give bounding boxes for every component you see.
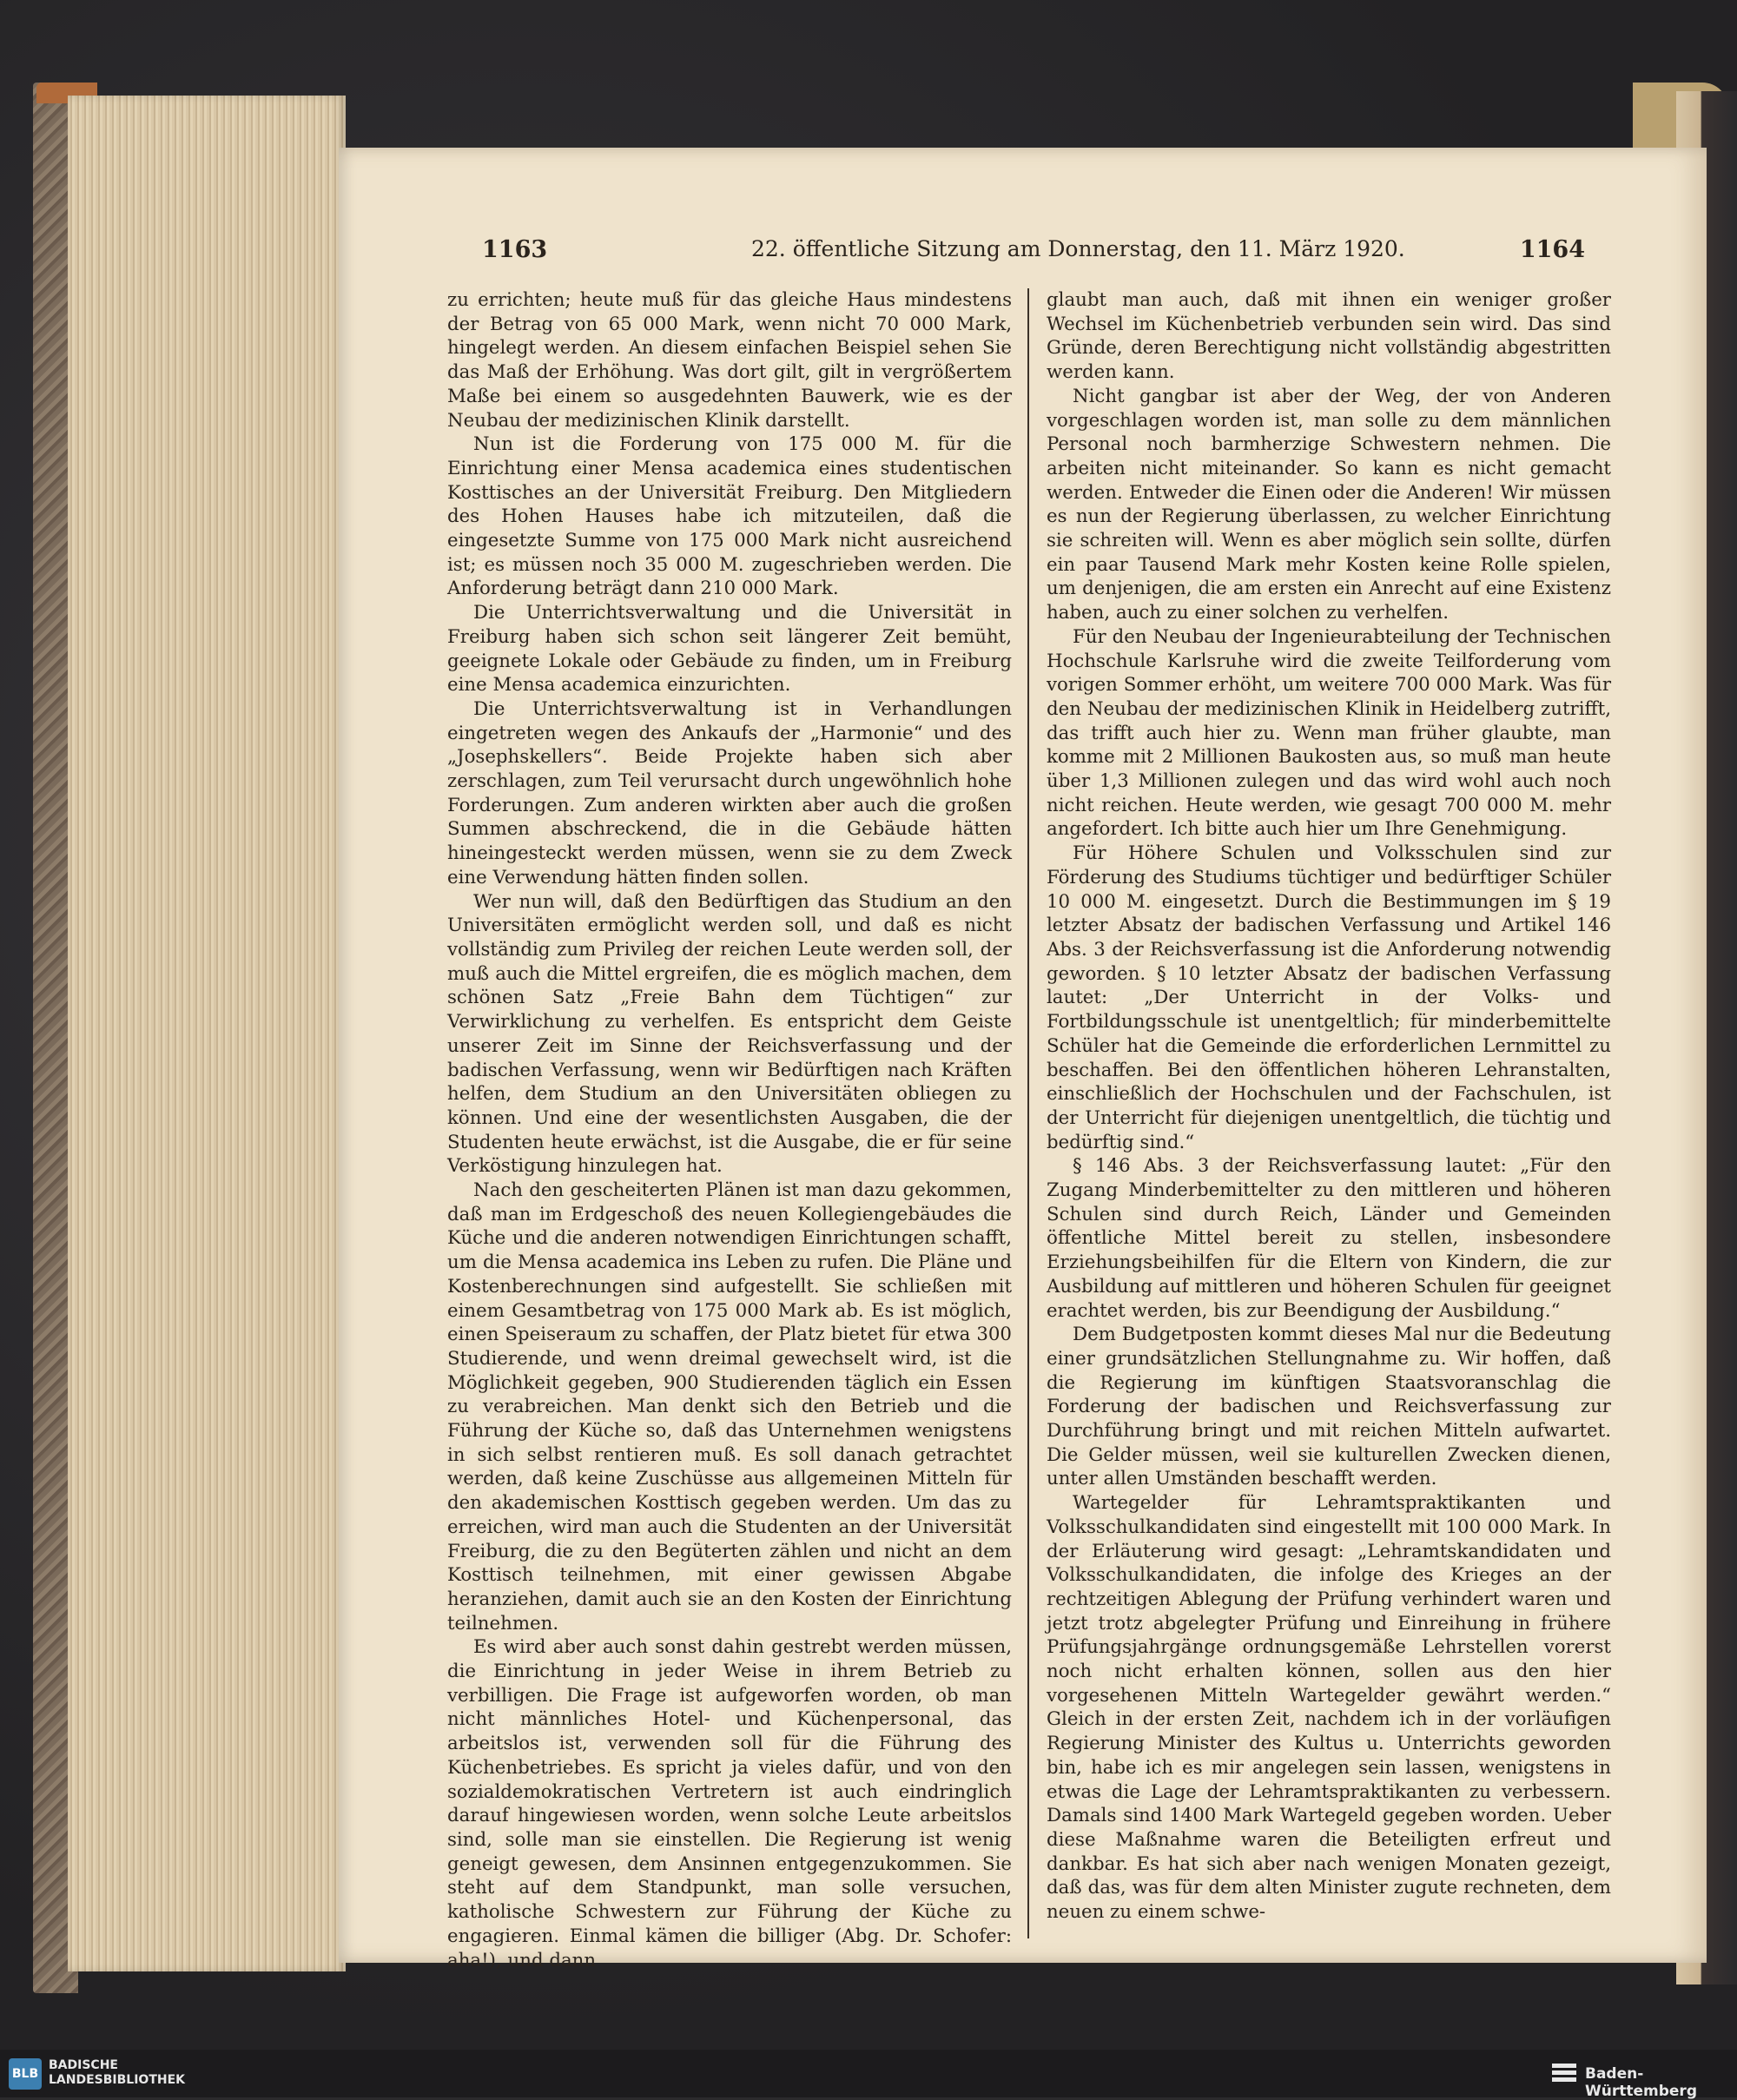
paragraph: Wartegelder für Lehramtspraktikanten und Volksschulkandidaten sind eingestellt mit 100 000 Mark. In der Erläuterung wird gesagt: „Lehramtskandidaten und Volksschulkandidaten, die infolge des Krieges an der rechtzeitigen Ablegung der Prüfung verhindert waren und jetzt trotz abgelegter Prüfung und Einreihung in frühere Prüfungsjahrgänge ordnungsgemäße Lehrstellen vorerst noch nicht erhalten können, sollen aus den hier vorgesehenen Mitteln Wartegelder gewährt werden.“ Gleich in der ersten Zeit, nachdem ich in der vorläufigen Regierung Minister des Kultus u. Unterrichts geworden bin, habe ich es mir angelegen sein lassen, wenigstens in etwas die Lage der Lehramtspraktikanten zu verbessern. Damals sind 1400 Mark Wartegeld gegeben worden. Ueber diese Maßnahme waren die Beteiligten erfreut und dankbar. Es hat sich aber nach wenigen Monaten gezeigt, daß das, was für dem alten Minister zugute rechneten, dem neuen zu einem schwe-: [1047, 1492, 1611, 1924]
paragraph: Es wird aber auch sonst dahin gestrebt werden müssen, die Einrichtung in jeder Weise in ihrem Betrieb zu verbilligen. Die Frage ist aufgeworfen worden, ob man nicht männliches Hotel- und Küchenpersonal, das arbeitslos ist, verwenden soll für die Führung des Küchenbetriebes. Es spricht ja vieles dafür, und von den sozialdemokratischen Vertretern ist auch eindringlich darauf hingewiesen worden, wenn solche Leute arbeitslos sind, solle man sie einstellen. Die Regierung ist wenig geneigt gewesen, dem Ansinnen entgegenzukommen. Sie steht auf dem Standpunkt, man solle versuchen, katholische Schwestern zur Führung der Küche zu engagieren. Einmal kämen die billiger (Abg. Dr. Schofer: aha!), und dann: [447, 1636, 1012, 1971]
blb-logo-icon[interactable]: BLB: [9, 2058, 42, 2090]
library-name[interactable]: [49, 2058, 185, 2088]
paragraph: Wer nun will, daß den Bedürftigen das Studium an den Universitäten ermöglicht werden soll, und daß es nicht vollständig zum Privileg der reichen Leute werden soll, der muß auch die Mittel ergreifen, die es möglich machen, dem schönen Satz „Freie Bahn dem Tüchtigen“ zur Verwirklichung zu verhelfen. Es entspricht dem Geiste unserer Zeit im Sinne der Reichsverfassung und der badischen Verfassung, wenn wir Bedürftigen nach Kräften helfen, dem Studium an den Universitäten obliegen zu können. Und eine der wesentlichsten Ausgaben, die der Studenten heute erwächst, ist die Ausgabe, die er für seine Verköstigung hinzulegen hat.: [447, 890, 1012, 1178]
paragraph: Die Unterrichtsverwaltung ist in Verhandlungen eingetreten wegen des Ankaufs der „Harmonie“ und des „Josephskellers“. Beide Projekte haben sich aber zerschlagen, zum Teil verursacht durch ungewöhnlich hohe Forderungen. Zum anderen wirkten aber auch die großen Summen abschreckend, die in die Gebäude hätten hineingesteckt werden müssen, wenn sie zu dem Zweck eine Verwendung hätten finden sollen.: [447, 697, 1012, 888]
paragraph: Dem Budgetposten kommt dieses Mal nur die Bedeutung einer grundsätzlichen Stellungnahme zu. Wir hoffen, daß die Regierung im künftigen Staatsvoranschlag die Forderung der badischen und Reichsverfassung zur Durchführung bringt und mit reichen Mitteln aufwartet. Die Gelder müssen, weil sie kulturellen Zwecken dienen, unter allen Umständen beschafft werden.: [1047, 1324, 1611, 1490]
paragraph: Nun ist die Forderung von 175 000 M. für die Einrichtung einer Mensa academica eines studentischen Kosttisches an der Universität Freiburg. Den Mitgliedern des Hohen Hauses habe ich mitzuteilen, daß die eingesetzte Summe von 175 000 Mark nicht ausreichend ist; es müssen noch 35 000 M. zugeschrieben werden. Die Anforderung beträgt dann 210 000 Mark.: [447, 433, 1012, 600]
page-number-right: 1164: [1519, 236, 1585, 263]
page-number-left: 1163: [482, 236, 548, 263]
session-title: 22. öffentliche Sitzung am Donnerstag, den 11. März 1920.: [751, 236, 1405, 261]
paragraph: Die Unterrichtsverwaltung und die Universität in Freiburg haben sich schon seit längerer Zeit bemüht, geeignete Lokale oder Gebäude zu finden, um in Freiburg eine Mensa academica einzurichten.: [447, 602, 1012, 697]
paragraph: § 146 Abs. 3 der Reichsverfassung lautet: „Für den Zugang Minderbemittelter zu den mittleren und höheren Schulen sind durch Reich, Länder und Gemeinden öffentliche Mittel bereit zu stellen, insbesondere Erziehungsbeihilfen für die Eltern von Kindern, die zur Ausbildung auf mittleren und höheren Schulen für geeignet erachtet werden, bis zur Beendigung der Ausbildung.“: [1047, 1155, 1611, 1322]
library-name-line2: LANDESBIBLIOTHEK: [49, 2073, 186, 2087]
left-column: [447, 288, 1012, 1972]
page-edge-stack: [68, 96, 346, 1971]
paragraph: Nach den gescheiterten Plänen ist man dazu gekommen, daß man im Erdgeschoß des neuen Kollegiengebäudes die Küche und die anderen notwendigen Einrichtungen schafft, um die Mensa academica ins Leben zu rufen. Die Pläne und Kostenberechnungen sind aufgestellt. Sie schließen mit einem Gesamtbetrag von 175 000 Mark ab. Es ist möglich, einen Speiseraum zu schaffen, der Platz bietet für etwa 300 Studierende, und wenn dreimal gewechselt wird, ist die Möglichkeit gegeben, 900 Studierenden täglich ein Essen zu verabreichen. Man denkt sich den Betrieb und die Führung der Küche so, daß das Unternehmen wenigstens in sich selbst rentieren muß. Es soll danach getrachtet werden, daß keine Zuschüsse aus allgemeinen Mitteln für den akademischen Kosttisch gegeben werden. Um das zu erreichen, wird man auch die Studenten an der Universität Freiburg, die zu den Begüterten zählen und nicht an dem Kosttisch teilnehmen, mit einer gewissen Abgabe heranziehen, damit auch sie an den Kosten der Einrichtung teilnehmen.: [447, 1179, 1012, 1634]
paragraph: zu errichten; heute muß für das gleiche Haus mindestens der Betrag von 65 000 Mark, wenn nicht 70 000 Mark, hingelegt werden. An diesem einfachen Beispiel sehen Sie das Maß der Erhöhung. Was dort gilt, gilt in vergrößertem Maße bei einem so ausgedehnten Bauwerk, wie es der Neubau der medizinischen Klinik darstellt.: [447, 289, 1012, 432]
column-divider: [1027, 288, 1029, 1938]
coat-of-arms-icon: [1550, 2060, 1578, 2088]
right-column: [1047, 288, 1611, 1925]
paragraph: Für Höhere Schulen und Volksschulen sind zur Förderung des Studiums tüchtiger und bedürftiger Schüler 10 000 M. eingesetzt. Durch die Bestimmungen im § 19 letzter Absatz der badischen Verfassung und Artikel 146 Abs. 3 der Reichsverfassung ist die Anforderung notwendig geworden. § 10 letzter Absatz der badischen Verfassung lautet: „Der Unterricht in der Volks- und Fortbildungsschule ist unentgeltlich; für minderbemittelte Schüler hat die Gemeinde die erforderlichen Lernmittel zu beschaffen. Bei den öffentlichen höheren Lehranstalten, einschließlich der Hochschulen und der Fachschulen, ist der Unterricht für diejenigen unentgeltlich, die tüchtig und bedürftig sind.“: [1047, 842, 1611, 1153]
paragraph: Nicht gangbar ist aber der Weg, der von Anderen vorgeschlagen worden ist, man solle zu dem männlichen Personal noch barmherzige Schwestern nehmen. Die arbeiten nicht miteinander. So kann es nicht gemacht werden. Entweder die Einen oder die Anderen! Wir müssen es nun der Regierung überlassen, zu welcher Einrichtung sie schreiten will. Wenn es aber möglich sein sollte, dürfen ein paar Tausend Mark mehr Kosten keine Rolle spielen, um denjenigen, die am ersten ein Anrecht auf eine Existenz haben, auch zu einer solchen zu verhelfen.: [1047, 385, 1611, 624]
paragraph: glaubt man auch, daß mit ihnen ein weniger großer Wechsel im Küchenbetrieb verbunden sein wird. Das sind Gründe, deren Berechtigung nicht vollständig abgestritten werden kann.: [1047, 289, 1611, 384]
state-name[interactable]: Baden-Württemberg: [1585, 2065, 1697, 2100]
paragraph: Für den Neubau der Ingenieurabteilung der Technischen Hochschule Karlsruhe wird die zweite Teilforderung vom vorigen Sommer erhöht, um weitere 700 000 Mark. Was für den Neubau der medizinischen Klinik in Heidelberg zutrifft, das trifft auch hier zu. Wenn man früher glaubte, man komme mit 2 Millionen Baukosten aus, so muß man heute über 1,3 Millionen zulegen und das wird wohl auch noch nicht reichen. Heute werden, wie gesagt 700 000 M. mehr angefordert. Ich bitte auch hier um Ihre Genehmigung.: [1047, 625, 1611, 841]
running-header: [482, 236, 1585, 271]
footer-bar: [0, 2050, 1737, 2100]
library-name-line1: BADISCHE: [49, 2058, 118, 2072]
